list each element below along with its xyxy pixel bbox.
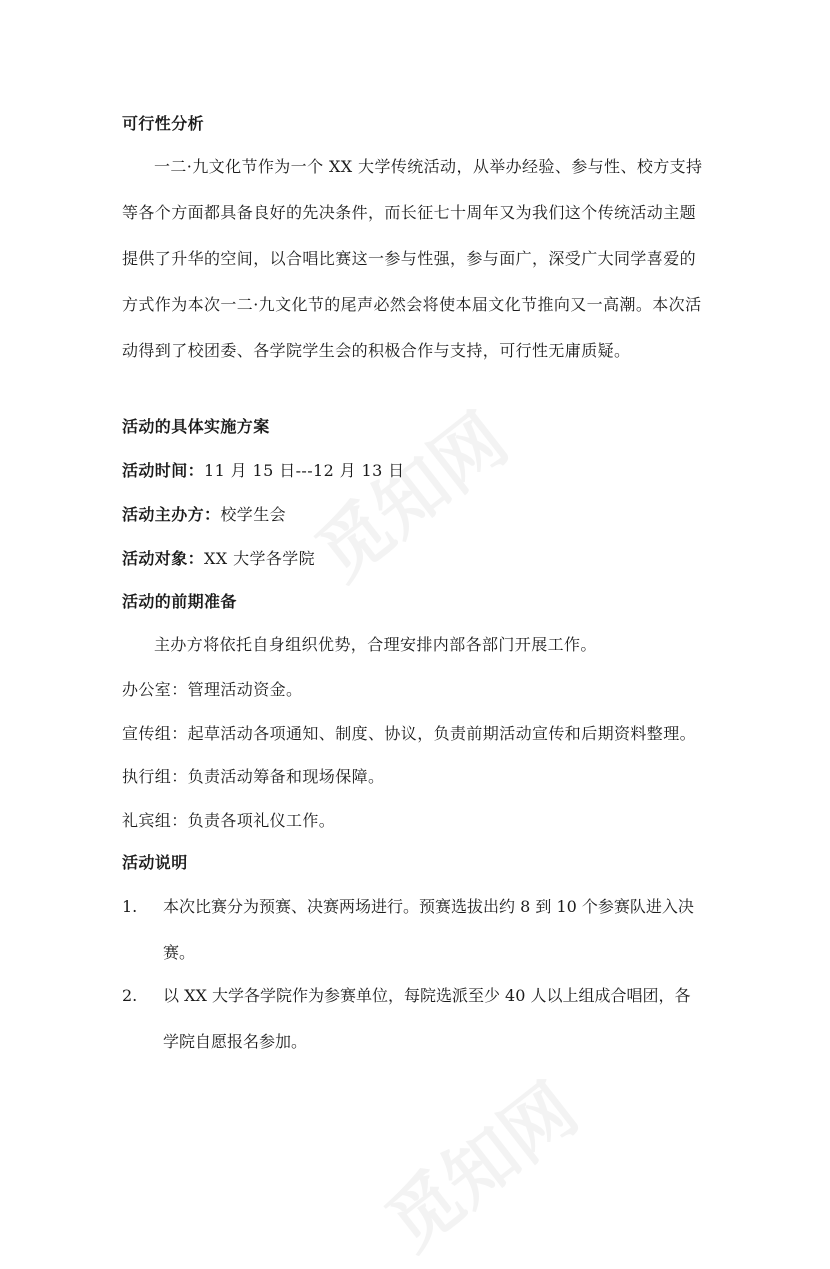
watermark-bottom	[361, 1055, 595, 1269]
prep-intro: 主办方将依托自身组织优势，合理安排内部各部门开展工作。	[154, 635, 597, 654]
list-item-line: 以 XX 大学各学院作为参赛单位，每院选派至少 40 人以上组成合唱团，各	[163, 986, 691, 1005]
feasibility-heading: 可行性分析	[122, 114, 205, 133]
paragraph-line: 一二·九文化节作为一个 XX 大学传统活动，从举办经验、参与性、校方支持	[154, 157, 703, 176]
list-item-line: 本次比赛分为预赛、决赛两场进行。预赛选拔出约 8 到 10 个参赛队进入决	[163, 897, 694, 916]
paragraph-line: 方式作为本次一二·九文化节的尾声必然会将使本届文化节推向又一高潮。本次活	[122, 295, 702, 314]
activity-time-value: 11 月 15 日---12 月 13 日	[204, 461, 405, 480]
list-item	[163, 986, 723, 1078]
list-item	[163, 897, 723, 989]
notes-heading: 活动说明	[122, 853, 188, 872]
paragraph-line: 等各个方面都具备良好的先决条件，而长征七十周年又为我们这个传统活动主题	[122, 203, 697, 222]
watermark	[291, 385, 525, 600]
role-etiquette: 礼宾组：负责各项礼仪工作。	[122, 811, 336, 830]
role-execution: 执行组：负责活动筹备和现场保障。	[122, 767, 385, 786]
activity-host	[122, 505, 286, 525]
activity-target-value: XX 大学各学院	[204, 549, 316, 568]
activity-target	[122, 549, 315, 569]
list-item-line: 学院自愿报名参加。	[163, 1032, 308, 1051]
activity-host-value: 校学生会	[220, 505, 287, 524]
list-number: 2.	[122, 986, 138, 1005]
role-publicity: 宣传组：起草活动各项通知、制度、协议，负责前期活动宣传和后期资料整理。	[122, 724, 697, 743]
activity-target-label: 活动对象：	[122, 549, 205, 568]
list-item-line: 赛。	[163, 943, 196, 962]
list-number: 1.	[122, 897, 138, 916]
plan-heading: 活动的具体实施方案	[122, 417, 270, 436]
prep-heading: 活动的前期准备	[122, 592, 237, 611]
role-office: 办公室：管理活动资金。	[122, 680, 303, 699]
activity-host-label: 活动主办方：	[122, 505, 221, 524]
paragraph-line: 提供了升华的空间，以合唱比赛这一参与性强，参与面广，深受广大同学喜爱的	[122, 249, 697, 268]
activity-time-label: 活动时间：	[122, 461, 205, 480]
feasibility-paragraph	[122, 157, 722, 387]
paragraph-line: 动得到了校团委、各学院学生会的积极合作与支持，可行性无庸质疑。	[122, 341, 631, 360]
activity-time	[122, 461, 405, 481]
